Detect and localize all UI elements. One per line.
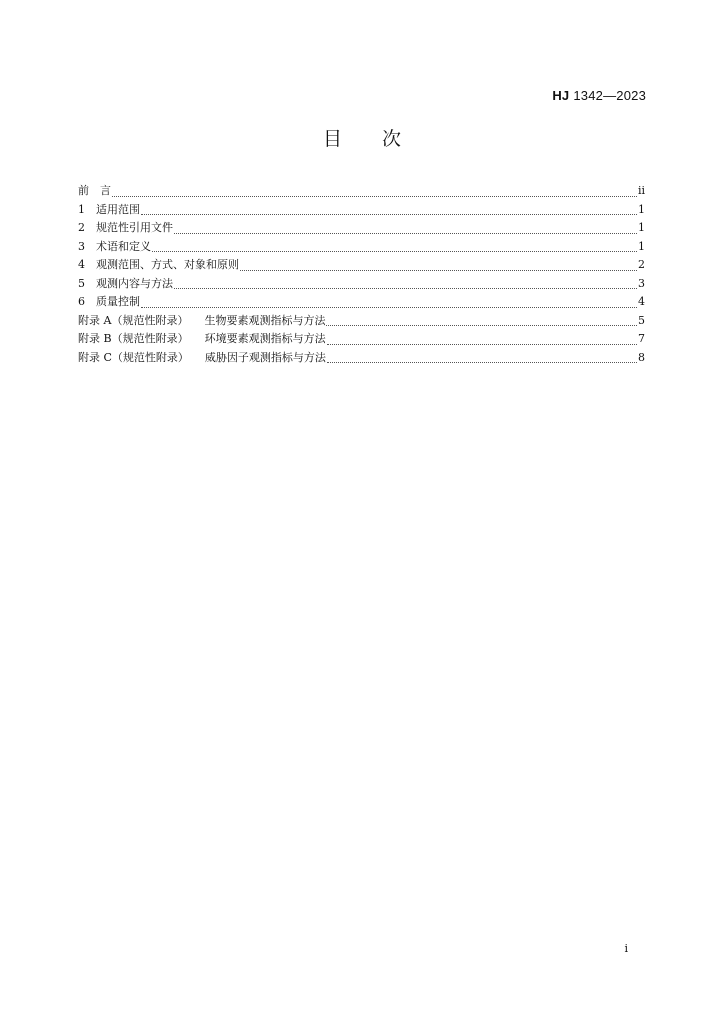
toc-entry-page: 3 bbox=[638, 276, 645, 290]
toc-entry-number: 3 bbox=[78, 239, 85, 253]
toc-entry-number: 附录 B（规范性附录） bbox=[78, 332, 189, 345]
toc-leader-dots bbox=[152, 250, 637, 252]
toc-entry-number: 5 bbox=[78, 276, 85, 290]
toc-entry-page: ii bbox=[637, 184, 645, 197]
toc-entry-page: 1 bbox=[638, 202, 645, 216]
toc-leader-dots bbox=[327, 343, 637, 345]
toc-entry-6[interactable] bbox=[78, 293, 645, 312]
toc-entry-3[interactable] bbox=[78, 238, 645, 257]
toc-leader-dots bbox=[174, 287, 637, 289]
standard-code-prefix: HJ bbox=[552, 88, 570, 103]
toc-title bbox=[0, 124, 724, 151]
toc-leader-dots bbox=[326, 324, 637, 326]
toc-entry-appendix-b[interactable] bbox=[78, 330, 645, 349]
toc-entry-page: 1 bbox=[638, 221, 645, 234]
toc-entry-page: 1 bbox=[638, 239, 645, 253]
toc-leader-dots bbox=[174, 232, 637, 234]
toc-title-right: 次 bbox=[382, 128, 402, 150]
toc-leader-dots bbox=[141, 306, 637, 308]
toc-leader-dots bbox=[240, 269, 637, 271]
toc-entry-text: 规范性引用文件 bbox=[96, 221, 173, 234]
toc-entry-number: 附录 A（规范性附录） bbox=[78, 313, 189, 327]
toc-leader-dots bbox=[141, 213, 637, 215]
toc-entry-number: 附录 C（规范性附录） bbox=[78, 350, 189, 364]
toc-entry-number: 4 bbox=[78, 258, 85, 271]
toc-title-left: 目 bbox=[322, 128, 342, 150]
toc-entry-text: 威胁因子观测指标与方法 bbox=[204, 350, 326, 364]
toc-entry-text: 观测范围、方式、对象和原则 bbox=[96, 258, 239, 271]
page-number: i bbox=[624, 942, 628, 955]
toc-entry-2[interactable] bbox=[78, 219, 645, 238]
toc-entry-text: 环境要素观测指标与方法 bbox=[204, 332, 326, 345]
toc-entry-text: 前 言 bbox=[78, 184, 111, 197]
toc-entry-page: 4 bbox=[638, 295, 645, 308]
toc-entry-number: 1 bbox=[78, 202, 85, 216]
toc-entry-appendix-c[interactable] bbox=[78, 349, 645, 368]
toc-list bbox=[78, 182, 645, 367]
toc-leader-dots bbox=[112, 195, 637, 197]
toc-entry-text: 质量控制 bbox=[96, 295, 140, 308]
toc-entry-5[interactable] bbox=[78, 275, 645, 294]
toc-entry-page: 8 bbox=[638, 350, 645, 364]
toc-entry-text: 适用范围 bbox=[96, 202, 140, 216]
standard-code-number: 1342—2023 bbox=[573, 88, 646, 103]
toc-entry-page: 7 bbox=[638, 332, 645, 345]
toc-entry-text: 生物要素观测指标与方法 bbox=[204, 313, 326, 327]
toc-entry-text: 术语和定义 bbox=[96, 239, 151, 253]
toc-entry-appendix-a[interactable] bbox=[78, 312, 645, 331]
standard-code bbox=[552, 88, 646, 103]
toc-entry-page: 2 bbox=[638, 258, 645, 271]
toc-leader-dots bbox=[327, 361, 637, 363]
toc-entry-number: 6 bbox=[78, 295, 85, 308]
toc-entry-4[interactable] bbox=[78, 256, 645, 275]
toc-entry-page: 5 bbox=[638, 313, 645, 327]
toc-entry-1[interactable] bbox=[78, 201, 645, 220]
toc-entry-foreword[interactable] bbox=[78, 182, 645, 201]
toc-entry-text: 观测内容与方法 bbox=[96, 276, 173, 290]
toc-entry-number: 2 bbox=[78, 221, 85, 234]
